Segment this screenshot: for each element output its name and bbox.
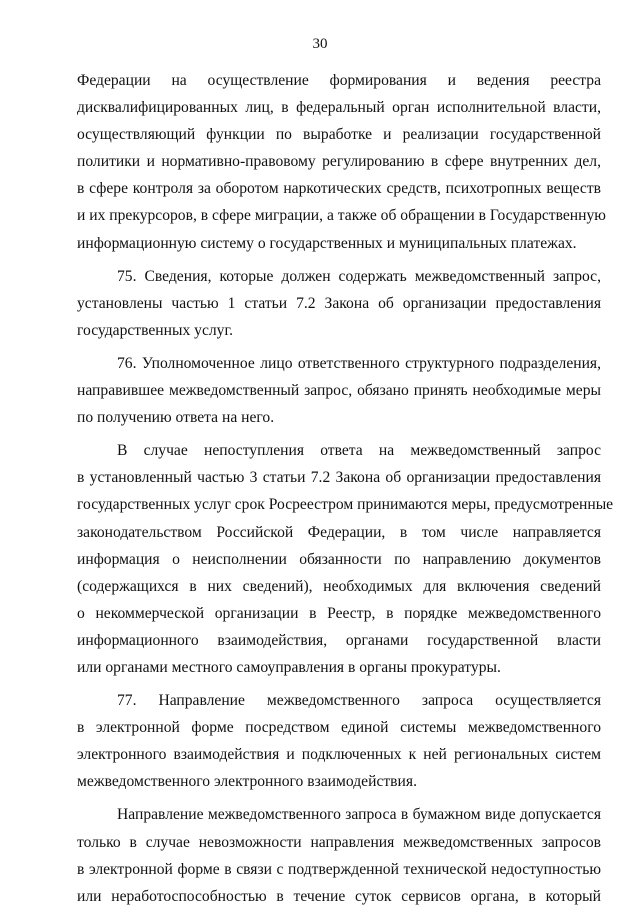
text-line: информационного взаимодействия, органами государственной власти xyxy=(77,631,601,649)
text-line: в сфере контроля за оборотом наркотических средств, психотропных веществ xyxy=(77,180,601,198)
text-line: или органами местного самоуправления в органы прокуратуры. xyxy=(77,658,501,676)
text-line: 76. Уполномоченное лицо ответственного структурного подразделения, xyxy=(117,354,601,372)
text-line: 75. Сведения, которые должен содержать межведомственный запрос, xyxy=(117,267,601,285)
text-line: и их прекурсоров, в сфере миграции, а также об обращении в Государственную xyxy=(77,207,606,225)
text-line: 77. Направление межведомственного запроса осуществляется xyxy=(117,692,601,710)
text-line: (содержащихся в них сведений), необходимых для включения сведений xyxy=(77,577,601,595)
paragraph xyxy=(77,437,614,681)
text-line: государственных услуг срок Росреестром принимаются меры, предусмотренные xyxy=(77,496,614,514)
paragraph-item-77 xyxy=(77,687,601,795)
text-line: информация о неисполнении обязанности по направлению документов xyxy=(77,550,601,568)
text-line: Направление межведомственного запроса в бумажном виде допускается xyxy=(117,806,601,824)
paragraph-item-76 xyxy=(77,350,601,431)
text-line: или неработоспособностью в течение суток сервисов органа, в который xyxy=(77,887,601,905)
paragraph xyxy=(77,67,606,257)
text-line: информационную систему о государственных и муниципальных платежах. xyxy=(77,234,577,252)
text-line: в электронной форме в связи с подтвержденной технической недоступностью xyxy=(77,860,601,878)
text-line: политики и нормативно-правовому регулированию в сфере внутренних дел, xyxy=(77,153,601,171)
text-line: в электронной форме посредством единой системы межведомственного xyxy=(77,719,601,737)
text-line: по получению ответа на него. xyxy=(77,409,275,427)
paragraph xyxy=(77,801,601,909)
text-line: межведомственного электронного взаимодействия. xyxy=(77,773,417,791)
text-line: В случае непоступления ответа на межведомственный запрос xyxy=(117,442,601,460)
document-body xyxy=(77,67,614,910)
text-line: о некоммерческой организации в Реестр, в порядке межведомственного xyxy=(77,604,601,622)
text-line: электронного взаимодействия и подключенных к ней региональных систем xyxy=(77,746,601,764)
text-line: только в случае невозможности направления межведомственных запросов xyxy=(77,833,601,851)
text-line: дисквалифицированных лиц, в федеральный орган исполнительной власти, xyxy=(77,99,601,117)
text-line: установлены частью 1 статьи 7.2 Закона об организации предоставления xyxy=(77,294,601,312)
text-line: законодательством Российской Федерации, в том числе направляется xyxy=(77,523,601,541)
text-line: в установленный частью 3 статьи 7.2 Закона об организации предоставления xyxy=(77,469,601,487)
text-line: Федерации на осуществление формирования и ведения реестра xyxy=(77,72,601,89)
paragraph-item-75 xyxy=(77,263,601,344)
text-line: государственных услуг. xyxy=(77,321,233,339)
text-line: направившее межведомственный запрос, обязано принять необходимые меры xyxy=(77,382,601,400)
page-number: 30 xyxy=(312,36,328,52)
text-line: осуществляющий функции по выработке и реализации государственной xyxy=(77,126,601,144)
